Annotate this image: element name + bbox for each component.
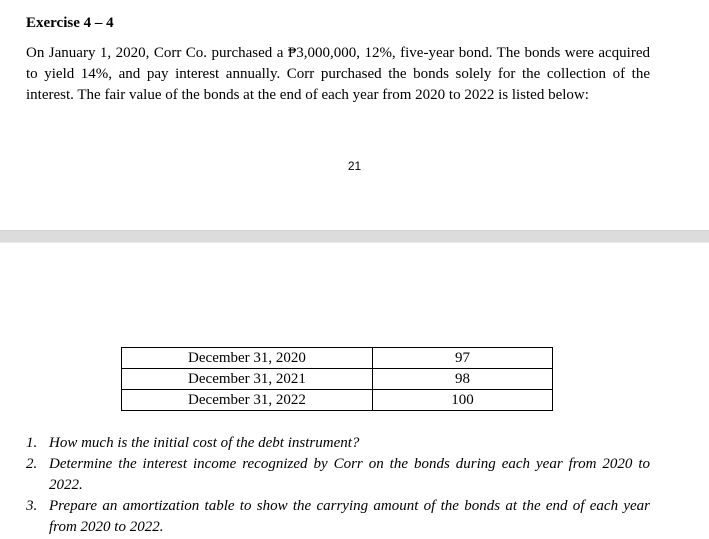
question-text: Prepare an amortization table to show the carrying amount of the bonds at the end of each year from 2020 to 2022. <box>49 498 650 535</box>
page-number: 21 <box>347 159 362 173</box>
page-break-divider <box>0 230 709 243</box>
table-cell-date: December 31, 2022 <box>122 390 373 411</box>
list-item <box>26 454 650 496</box>
list-item <box>26 496 650 538</box>
table-cell-value: 100 <box>373 390 553 411</box>
exercise-paragraph: On January 1, 2020, Corr Co. purchased a ₱3,000,000, 12%, five-year bond. The bonds were acquired to yield 14%, and pay interest annually. Corr purchased the bonds solely for the collection of the interest. The fair value of the bonds at the end of each year from 2020 to 2022 is listed below: <box>26 45 650 103</box>
table-row <box>122 369 553 390</box>
table-cell-value: 98 <box>373 369 553 390</box>
question-list <box>26 433 650 538</box>
question-number: 2. <box>26 456 38 472</box>
question-number: 3. <box>26 498 38 514</box>
question-text: Determine the interest income recognized by Corr on the bonds during each year from 2020 to 2022. <box>49 456 650 493</box>
exercise-title: Exercise 4 – 4 <box>26 15 114 31</box>
fair-value-table <box>121 347 553 411</box>
table-row <box>122 348 553 369</box>
table-cell-value: 97 <box>373 348 553 369</box>
document-page-top <box>0 0 709 230</box>
list-item <box>26 433 650 454</box>
question-number: 1. <box>26 435 38 451</box>
question-text: How much is the initial cost of the debt instrument? <box>49 435 360 451</box>
table-row <box>122 390 553 411</box>
table-cell-date: December 31, 2021 <box>122 369 373 390</box>
table-cell-date: December 31, 2020 <box>122 348 373 369</box>
